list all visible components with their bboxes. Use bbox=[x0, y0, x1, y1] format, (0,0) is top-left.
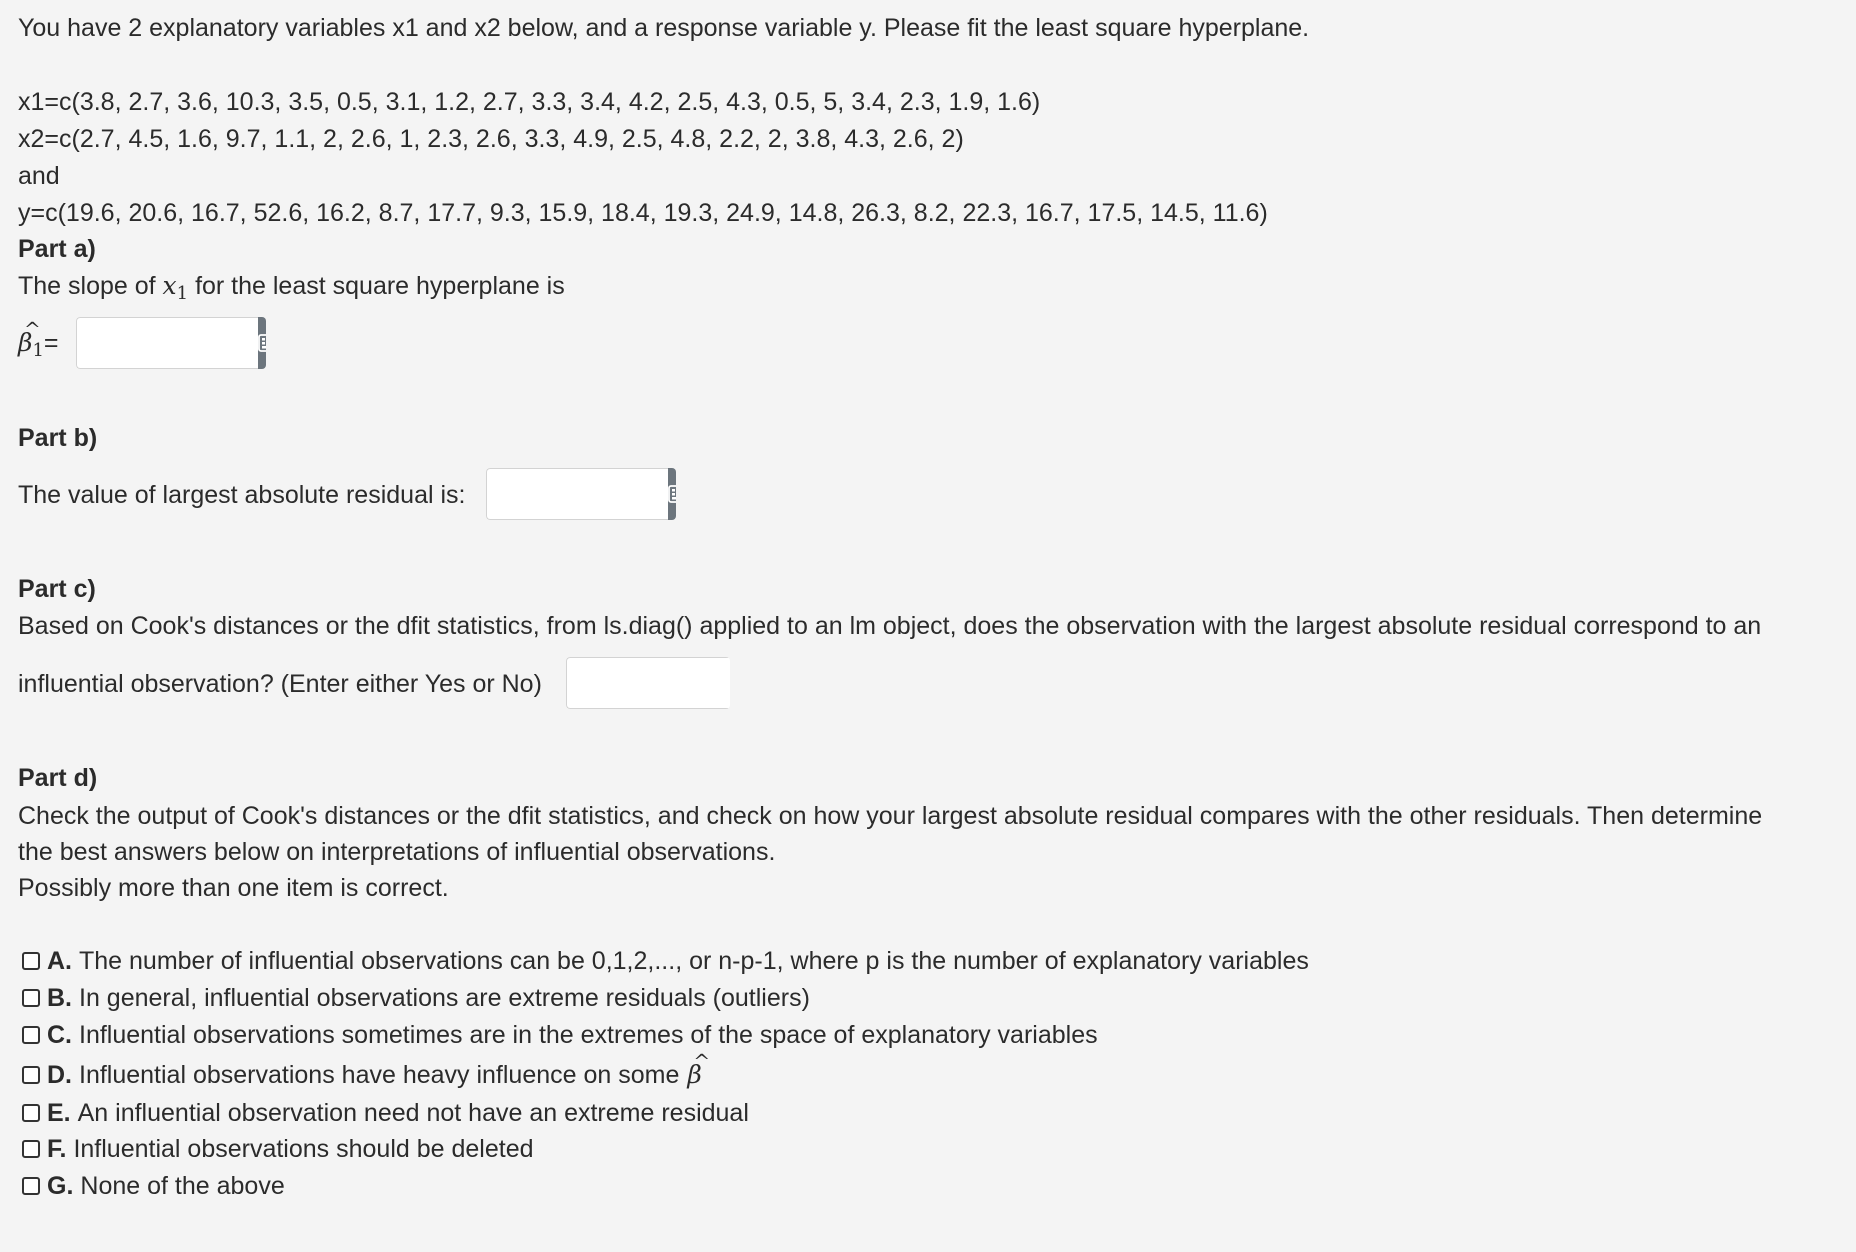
part-a-text-before: The slope of bbox=[18, 272, 156, 300]
choice-b bbox=[18, 980, 810, 1016]
choice-b-text: In general, influential observations are extreme residuals (outliers) bbox=[79, 984, 810, 1012]
part-d-note: Possibly more than one item is correct. bbox=[18, 874, 449, 902]
intro-text: You have 2 explanatory variables x1 and x2 below, and a response variable y. Please fit the least square hyperplane. bbox=[18, 14, 1310, 42]
x1-math bbox=[162, 271, 189, 304]
choice-d-checkbox[interactable] bbox=[22, 1066, 40, 1084]
choice-d-letter: D. bbox=[47, 1061, 72, 1089]
part-c-answer-input[interactable] bbox=[566, 657, 730, 709]
choice-g-checkbox[interactable] bbox=[22, 1177, 40, 1195]
beta-hat-symbol: β ^ $_1$ bbox=[18, 317, 44, 361]
choice-c-text: Influential observations sometimes are in the extremes of the space of explanatory variables bbox=[79, 1021, 1098, 1049]
choice-f-checkbox[interactable] bbox=[22, 1140, 40, 1158]
part-d-instructions-line2: the best answers below on interpretations of influential observations. bbox=[18, 838, 776, 866]
part-a-text-after: for the least square hyperplane is bbox=[195, 272, 565, 300]
choice-f bbox=[18, 1131, 534, 1167]
choice-d bbox=[18, 1049, 711, 1093]
choice-f-text: Influential observations should be deleted bbox=[73, 1135, 534, 1163]
choice-f-letter: F. bbox=[47, 1135, 67, 1163]
part-b-heading: Part b) bbox=[18, 424, 98, 452]
part-a-heading: Part a) bbox=[18, 235, 96, 263]
y-data: y=c(19.6, 20.6, 16.7, 52.6, 16.2, 8.7, 17.7, 9.3, 15.9, 18.4, 19.3, 24.9, 14.8, 26.3, 8.2, 22.3, 16.7, 17.5, 14.5, 11.6) bbox=[18, 199, 1268, 227]
part-b-answer-box bbox=[486, 468, 676, 520]
choice-c-letter: C. bbox=[47, 1021, 72, 1049]
part-b-keyboard-button[interactable] bbox=[668, 468, 676, 520]
choice-d-beta-hat: β ^ bbox=[687, 1049, 711, 1089]
choice-g-text: None of the above bbox=[80, 1172, 285, 1200]
part-b-question: The value of largest absolute residual is: bbox=[18, 481, 466, 509]
choice-e bbox=[18, 1095, 749, 1131]
part-d-heading: Part d) bbox=[18, 764, 98, 792]
x-sub: 1 bbox=[176, 283, 189, 304]
part-a-answer-input[interactable] bbox=[76, 317, 258, 369]
beta-sub: 1 bbox=[32, 340, 44, 361]
keyboard-icon bbox=[668, 485, 676, 503]
choice-g-letter: G. bbox=[47, 1172, 74, 1200]
part-c-answer-box bbox=[566, 657, 730, 709]
part-b-answer-input[interactable] bbox=[486, 468, 668, 520]
keyboard-icon bbox=[258, 334, 266, 352]
part-a-answer-box bbox=[76, 317, 266, 369]
x1-data: x1=c(3.8, 2.7, 3.6, 10.3, 3.5, 0.5, 3.1, 1.2, 2.7, 3.3, 3.4, 4.2, 2.5, 4.3, 0.5, 5, 3.4, 2.3, 1.9, 1.6) bbox=[18, 88, 1041, 116]
beta1-label bbox=[18, 317, 59, 369]
choice-a-letter: A. bbox=[47, 947, 72, 975]
choice-a-text: The number of influential observations can be 0,1,2,..., or n-p-1, where p is the number of explanatory variables bbox=[79, 947, 1309, 975]
beta-symbol: β bbox=[18, 328, 33, 357]
part-c-question-line2: influential observation? (Enter either Yes or No) bbox=[18, 670, 542, 698]
part-c-heading: Part c) bbox=[18, 575, 96, 603]
x-var: x bbox=[162, 271, 177, 300]
choice-e-letter: E. bbox=[47, 1099, 71, 1127]
choice-c-checkbox[interactable] bbox=[22, 1026, 40, 1044]
choice-g bbox=[18, 1168, 285, 1204]
choice-b-checkbox[interactable] bbox=[22, 989, 40, 1007]
choice-a bbox=[18, 943, 1309, 979]
x2-data: x2=c(2.7, 4.5, 1.6, 9.7, 1.1, 2, 2.6, 1, 2.3, 2.6, 3.3, 4.9, 2.5, 4.8, 2.2, 2, 3.8, 4.3, 2.6, 2) bbox=[18, 125, 964, 153]
part-d-instructions-line1: Check the output of Cook's distances or the dfit statistics, and check on how your largest absolute residual compares with the other residuals. Then determine bbox=[18, 802, 1763, 830]
part-c-question-line1: Based on Cook's distances or the dfit statistics, from ls.diag() applied to an lm object, does the observation with the largest absolute residual correspond to an bbox=[18, 612, 1762, 640]
choice-c bbox=[18, 1017, 1098, 1053]
equals-sign: = bbox=[43, 329, 59, 357]
choice-a-checkbox[interactable] bbox=[22, 952, 40, 970]
part-a-keyboard-button[interactable] bbox=[258, 317, 266, 369]
choice-e-text: An influential observation need not have an extreme residual bbox=[77, 1099, 749, 1127]
choice-b-letter: B. bbox=[47, 984, 72, 1012]
choice-d-text: Influential observations have heavy influence on some bbox=[79, 1061, 680, 1089]
and-text: and bbox=[18, 162, 60, 190]
choice-e-checkbox[interactable] bbox=[22, 1104, 40, 1122]
part-a-question bbox=[18, 268, 565, 312]
choice-d-beta: β bbox=[687, 1060, 702, 1089]
